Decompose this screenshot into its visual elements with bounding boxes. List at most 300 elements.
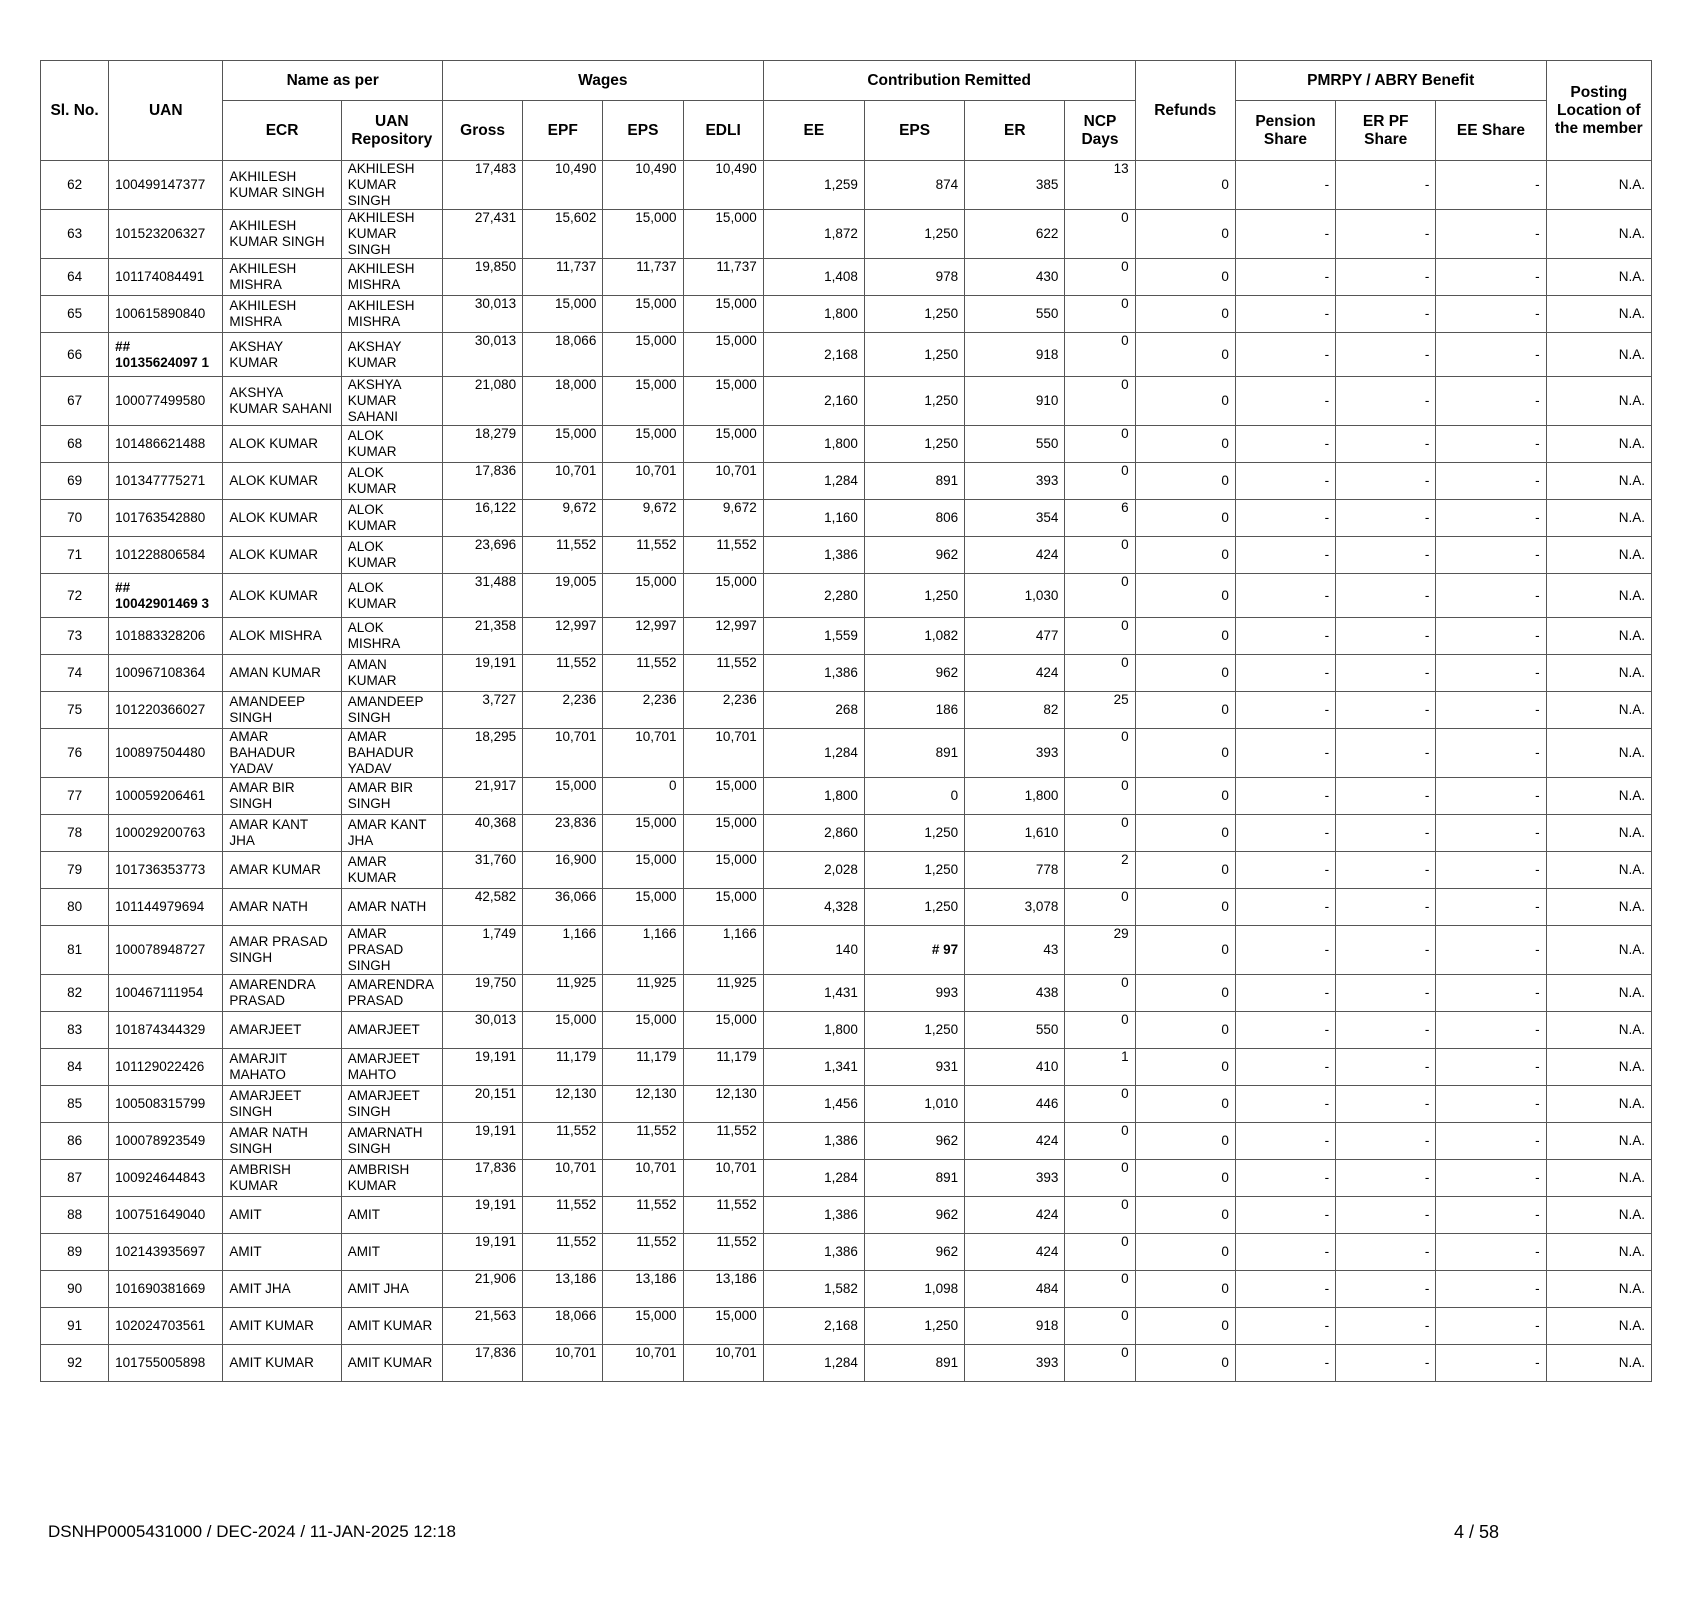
cell-uan: 100924644843 [109,1160,223,1197]
cell-refunds: 0 [1135,815,1235,852]
cell-er-pf-share: - [1336,210,1436,259]
cell-edli: 15,000 [683,210,763,259]
cell-epf: 23,836 [523,815,603,852]
cell-ee: 1,284 [763,1345,864,1382]
cell-ee: 1,284 [763,463,864,500]
cell-er: 424 [965,537,1065,574]
cell-sl-no: 84 [41,1049,109,1086]
cell-ecr-name: ALOK KUMAR [223,463,341,500]
cell-gross: 17,836 [442,1345,522,1382]
cell-ee: 1,456 [763,1086,864,1123]
cell-ecr-name: AMIT JHA [223,1271,341,1308]
cell-refunds: 0 [1135,655,1235,692]
cell-contribution-eps: 1,250 [864,852,964,889]
cell-ee: 1,341 [763,1049,864,1086]
cell-refunds: 0 [1135,1308,1235,1345]
cell-refunds: 0 [1135,500,1235,537]
cell-pension-share: - [1235,1271,1335,1308]
cell-er: 622 [965,210,1065,259]
cell-ee-share: - [1436,1345,1546,1382]
cell-er: 424 [965,655,1065,692]
cell-ee: 1,386 [763,655,864,692]
header-contribution-eps: EPS [864,101,964,161]
cell-contribution-eps: 1,250 [864,296,964,333]
cell-epf: 15,000 [523,778,603,815]
cell-edli: 9,672 [683,500,763,537]
cell-refunds: 0 [1135,426,1235,463]
cell-ee-share: - [1436,161,1546,210]
cell-pension-share: - [1235,537,1335,574]
cell-er: 918 [965,1308,1065,1345]
cell-ee-share: - [1436,1012,1546,1049]
cell-eps: 15,000 [603,210,683,259]
cell-contribution-eps: 891 [864,1345,964,1382]
cell-er-pf-share: - [1336,1086,1436,1123]
cell-er-pf-share: - [1336,1345,1436,1382]
cell-uan: 101144979694 [109,889,223,926]
cell-pension-share: - [1235,161,1335,210]
table-row [41,852,1652,889]
cell-ee-share: - [1436,975,1546,1012]
cell-contribution-eps: 891 [864,463,964,500]
cell-contribution-eps: 1,250 [864,574,964,618]
cell-contribution-eps: 891 [864,1160,964,1197]
cell-contribution-eps: 993 [864,975,964,1012]
cell-eps: 15,000 [603,426,683,463]
cell-eps: 12,130 [603,1086,683,1123]
cell-eps: 0 [603,778,683,815]
cell-uan: 101736353773 [109,852,223,889]
cell-epf: 13,186 [523,1271,603,1308]
cell-ee-share: - [1436,463,1546,500]
cell-gross: 19,191 [442,1049,522,1086]
cell-contribution-eps: 891 [864,729,964,778]
cell-sl-no: 86 [41,1123,109,1160]
cell-ncp-days: 0 [1065,1012,1135,1049]
cell-sl-no: 80 [41,889,109,926]
cell-edli: 11,552 [683,655,763,692]
cell-refunds: 0 [1135,1123,1235,1160]
cell-gross: 1,749 [442,926,522,975]
header-uan: UAN [109,61,223,161]
cell-ee-share: - [1436,852,1546,889]
cell-eps: 15,000 [603,377,683,426]
cell-posting-location: N.A. [1546,500,1651,537]
cell-ecr-name: AMAR BAHADUR YADAV [223,729,341,778]
cell-pension-share: - [1235,852,1335,889]
cell-edli: 15,000 [683,574,763,618]
table-row [41,463,1652,500]
cell-er: 550 [965,426,1065,463]
cell-pension-share: - [1235,333,1335,377]
cell-er-pf-share: - [1336,926,1436,975]
cell-gross: 21,080 [442,377,522,426]
cell-posting-location: N.A. [1546,1271,1651,1308]
cell-ee-share: - [1436,333,1546,377]
cell-ee: 2,028 [763,852,864,889]
table-row [41,500,1652,537]
cell-uan-repository-name: ALOK MISHRA [341,618,442,655]
cell-posting-location: N.A. [1546,852,1651,889]
cell-ee-share: - [1436,1086,1546,1123]
cell-ncp-days: 29 [1065,926,1135,975]
cell-ee-share: - [1436,259,1546,296]
cell-refunds: 0 [1135,618,1235,655]
cell-ee: 4,328 [763,889,864,926]
cell-epf: 15,000 [523,426,603,463]
cell-contribution-eps: 1,250 [864,889,964,926]
cell-posting-location: N.A. [1546,975,1651,1012]
cell-gross: 17,836 [442,1160,522,1197]
cell-pension-share: - [1235,889,1335,926]
cell-ee-share: - [1436,1160,1546,1197]
cell-epf: 2,236 [523,692,603,729]
cell-uan: 100967108364 [109,655,223,692]
cell-epf: 11,552 [523,1197,603,1234]
cell-uan: 101486621488 [109,426,223,463]
cell-contribution-eps: 806 [864,500,964,537]
table-header [41,61,1652,161]
table-row [41,1197,1652,1234]
header-refunds: Refunds [1135,61,1235,161]
cell-contribution-eps: 1,250 [864,377,964,426]
cell-epf: 11,737 [523,259,603,296]
cell-er: 918 [965,333,1065,377]
cell-uan-repository-name: ALOK KUMAR [341,574,442,618]
cell-pension-share: - [1235,377,1335,426]
cell-eps: 10,701 [603,463,683,500]
table-row [41,296,1652,333]
cell-sl-no: 85 [41,1086,109,1123]
cell-eps: 12,997 [603,618,683,655]
cell-ee: 1,259 [763,161,864,210]
cell-er-pf-share: - [1336,1160,1436,1197]
cell-uan: 100078948727 [109,926,223,975]
cell-refunds: 0 [1135,161,1235,210]
cell-pension-share: - [1235,574,1335,618]
cell-sl-no: 64 [41,259,109,296]
cell-ecr-name: AMBRISH KUMAR [223,1160,341,1197]
cell-er: 1,610 [965,815,1065,852]
cell-ncp-days: 1 [1065,1049,1135,1086]
cell-epf: 11,925 [523,975,603,1012]
table-row [41,537,1652,574]
cell-er: 393 [965,729,1065,778]
cell-ecr-name: AMAR KUMAR [223,852,341,889]
cell-ee: 1,160 [763,500,864,537]
cell-ee: 1,800 [763,296,864,333]
cell-refunds: 0 [1135,1234,1235,1271]
cell-contribution-eps: 1,250 [864,1012,964,1049]
cell-refunds: 0 [1135,210,1235,259]
cell-epf: 11,552 [523,655,603,692]
cell-ee: 140 [763,926,864,975]
cell-ecr-name: ALOK KUMAR [223,537,341,574]
cell-er-pf-share: - [1336,426,1436,463]
cell-er: 82 [965,692,1065,729]
table-row [41,1012,1652,1049]
cell-eps: 10,701 [603,1160,683,1197]
cell-refunds: 0 [1135,729,1235,778]
cell-refunds: 0 [1135,377,1235,426]
cell-pension-share: - [1235,500,1335,537]
cell-ee: 1,800 [763,426,864,463]
cell-epf: 10,490 [523,161,603,210]
cell-sl-no: 78 [41,815,109,852]
table-row [41,1160,1652,1197]
cell-sl-no: 65 [41,296,109,333]
cell-ee-share: - [1436,500,1546,537]
cell-ee-share: - [1436,1308,1546,1345]
cell-edli: 2,236 [683,692,763,729]
cell-edli: 11,552 [683,537,763,574]
cell-ee-share: - [1436,537,1546,574]
cell-ee-share: - [1436,655,1546,692]
cell-sl-no: 62 [41,161,109,210]
cell-ecr-name: AMARJEET SINGH [223,1086,341,1123]
cell-gross: 21,906 [442,1271,522,1308]
cell-gross: 17,836 [442,463,522,500]
cell-er-pf-share: - [1336,1049,1436,1086]
cell-edli: 13,186 [683,1271,763,1308]
cell-er: 550 [965,296,1065,333]
cell-uan-repository-name: ALOK KUMAR [341,426,442,463]
cell-posting-location: N.A. [1546,296,1651,333]
cell-er-pf-share: - [1336,296,1436,333]
cell-eps: 15,000 [603,333,683,377]
cell-uan-repository-name: AMAR BAHADUR YADAV [341,729,442,778]
cell-refunds: 0 [1135,1345,1235,1382]
cell-uan-repository-name: AKHILESH MISHRA [341,259,442,296]
cell-uan: 101220366027 [109,692,223,729]
header-wages: Wages [442,61,763,101]
cell-ncp-days: 0 [1065,618,1135,655]
cell-uan-repository-name: AMBRISH KUMAR [341,1160,442,1197]
cell-eps: 1,166 [603,926,683,975]
cell-refunds: 0 [1135,537,1235,574]
cell-gross: 19,191 [442,1234,522,1271]
header-er-pf-share: ER PF Share [1336,101,1436,161]
cell-refunds: 0 [1135,1271,1235,1308]
cell-sl-no: 90 [41,1271,109,1308]
cell-posting-location: N.A. [1546,692,1651,729]
cell-posting-location: N.A. [1546,259,1651,296]
cell-contribution-eps: 1,250 [864,815,964,852]
cell-ecr-name: AMIT [223,1234,341,1271]
cell-uan: 102143935697 [109,1234,223,1271]
cell-refunds: 0 [1135,1049,1235,1086]
table-row [41,778,1652,815]
cell-uan-repository-name: AKSHAY KUMAR [341,333,442,377]
cell-ee-share: - [1436,815,1546,852]
cell-uan-repository-name: ALOK KUMAR [341,537,442,574]
cell-sl-no: 74 [41,655,109,692]
cell-uan: 100508315799 [109,1086,223,1123]
table-row [41,1123,1652,1160]
table-row [41,889,1652,926]
cell-uan-repository-name: AMARNATH SINGH [341,1123,442,1160]
cell-posting-location: N.A. [1546,463,1651,500]
cell-ncp-days: 0 [1065,729,1135,778]
cell-ncp-days: 0 [1065,537,1135,574]
cell-contribution-eps: 874 [864,161,964,210]
cell-contribution-eps: 1,098 [864,1271,964,1308]
cell-eps: 15,000 [603,1308,683,1345]
cell-uan: 100499147377 [109,161,223,210]
cell-ee-share: - [1436,1271,1546,1308]
cell-posting-location: N.A. [1546,1345,1651,1382]
cell-ncp-days: 0 [1065,1345,1135,1382]
cell-edli: 15,000 [683,1308,763,1345]
cell-refunds: 0 [1135,975,1235,1012]
cell-uan: 101763542880 [109,500,223,537]
cell-sl-no: 70 [41,500,109,537]
cell-er: 1,800 [965,778,1065,815]
cell-pension-share: - [1235,1012,1335,1049]
cell-gross: 18,295 [442,729,522,778]
cell-er-pf-share: - [1336,1271,1436,1308]
cell-uan-repository-name: AMANDEEP SINGH [341,692,442,729]
cell-er-pf-share: - [1336,815,1436,852]
cell-ee: 1,386 [763,1123,864,1160]
cell-ee-share: - [1436,296,1546,333]
cell-er: 910 [965,377,1065,426]
cell-ee: 1,386 [763,537,864,574]
cell-ee-share: - [1436,729,1546,778]
cell-epf: 15,000 [523,296,603,333]
cell-uan: 101690381669 [109,1271,223,1308]
cell-epf: 18,066 [523,1308,603,1345]
table-row [41,1086,1652,1123]
cell-ee: 2,280 [763,574,864,618]
cell-edli: 15,000 [683,852,763,889]
cell-ecr-name: AMAR BIR SINGH [223,778,341,815]
cell-er-pf-share: - [1336,463,1436,500]
cell-ee: 1,800 [763,778,864,815]
cell-er-pf-share: - [1336,975,1436,1012]
cell-ecr-name: AMIT KUMAR [223,1308,341,1345]
cell-ecr-name: AMIT [223,1197,341,1234]
cell-epf: 9,672 [523,500,603,537]
cell-uan: 102024703561 [109,1308,223,1345]
cell-er-pf-share: - [1336,1012,1436,1049]
cell-eps: 15,000 [603,815,683,852]
cell-gross: 21,563 [442,1308,522,1345]
cell-ncp-days: 0 [1065,1123,1135,1160]
cell-eps: 15,000 [603,574,683,618]
cell-epf: 11,552 [523,1123,603,1160]
table-row [41,1234,1652,1271]
cell-ee: 2,168 [763,333,864,377]
cell-gross: 18,279 [442,426,522,463]
cell-ecr-name: AKHILESH KUMAR SINGH [223,210,341,259]
cell-pension-share: - [1235,1345,1335,1382]
cell-er: 393 [965,1345,1065,1382]
cell-epf: 15,000 [523,1012,603,1049]
cell-ecr-name: AMAR NATH [223,889,341,926]
footer-reference: DSNHP0005431000 / DEC-2024 / 11-JAN-2025 12:18 [48,1522,456,1541]
cell-epf: 12,997 [523,618,603,655]
cell-er: 430 [965,259,1065,296]
cell-eps: 2,236 [603,692,683,729]
cell-pension-share: - [1235,1234,1335,1271]
cell-ee: 2,160 [763,377,864,426]
header-name-as-per: Name as per [223,61,443,101]
header-pension-share: Pension Share [1235,101,1335,161]
cell-edli: 15,000 [683,296,763,333]
cell-epf: 18,000 [523,377,603,426]
cell-epf: 12,130 [523,1086,603,1123]
header-eps: EPS [603,101,683,161]
cell-ee-share: - [1436,1234,1546,1271]
cell-ee: 1,559 [763,618,864,655]
cell-er: 354 [965,500,1065,537]
cell-edli: 15,000 [683,815,763,852]
cell-edli: 11,552 [683,1123,763,1160]
cell-er: 446 [965,1086,1065,1123]
cell-posting-location: N.A. [1546,655,1651,692]
cell-edli: 11,737 [683,259,763,296]
cell-pension-share: - [1235,692,1335,729]
cell-contribution-eps: 1,250 [864,426,964,463]
cell-epf: 16,900 [523,852,603,889]
cell-pension-share: - [1235,210,1335,259]
cell-sl-no: 72 [41,574,109,618]
table-row [41,1308,1652,1345]
cell-refunds: 0 [1135,889,1235,926]
cell-edli: 15,000 [683,426,763,463]
cell-contribution-eps: 0 [864,778,964,815]
cell-er-pf-share: - [1336,1234,1436,1271]
cell-er-pf-share: - [1336,778,1436,815]
table-row [41,574,1652,618]
cell-er-pf-share: - [1336,692,1436,729]
cell-uan-repository-name: AMIT KUMAR [341,1345,442,1382]
cell-epf: 11,552 [523,1234,603,1271]
cell-uan-repository-name: AMAR NATH [341,889,442,926]
cell-ecr-name: ALOK KUMAR [223,500,341,537]
table-row [41,1345,1652,1382]
cell-edli: 15,000 [683,333,763,377]
cell-uan: 101174084491 [109,259,223,296]
cell-uan: 101523206327 [109,210,223,259]
cell-er-pf-share: - [1336,500,1436,537]
cell-contribution-eps: 931 [864,1049,964,1086]
cell-ncp-days: 0 [1065,333,1135,377]
cell-uan-repository-name: AKSHYA KUMAR SAHANI [341,377,442,426]
cell-ecr-name: ALOK KUMAR [223,426,341,463]
cell-posting-location: N.A. [1546,1049,1651,1086]
header-gross: Gross [442,101,522,161]
cell-ee: 2,860 [763,815,864,852]
cell-ee: 1,800 [763,1012,864,1049]
cell-er-pf-share: - [1336,889,1436,926]
cell-ncp-days: 0 [1065,210,1135,259]
cell-eps: 15,000 [603,889,683,926]
cell-er-pf-share: - [1336,537,1436,574]
cell-gross: 27,431 [442,210,522,259]
cell-uan: ## 10135624097 1 [109,333,223,377]
cell-ee: 268 [763,692,864,729]
cell-uan: 100029200763 [109,815,223,852]
cell-posting-location: N.A. [1546,1086,1651,1123]
cell-pension-share: - [1235,778,1335,815]
cell-uan-repository-name: AMAN KUMAR [341,655,442,692]
cell-er: 385 [965,161,1065,210]
cell-uan-repository-name: AKHILESH KUMAR SINGH [341,210,442,259]
cell-ee-share: - [1436,778,1546,815]
cell-er: 424 [965,1234,1065,1271]
